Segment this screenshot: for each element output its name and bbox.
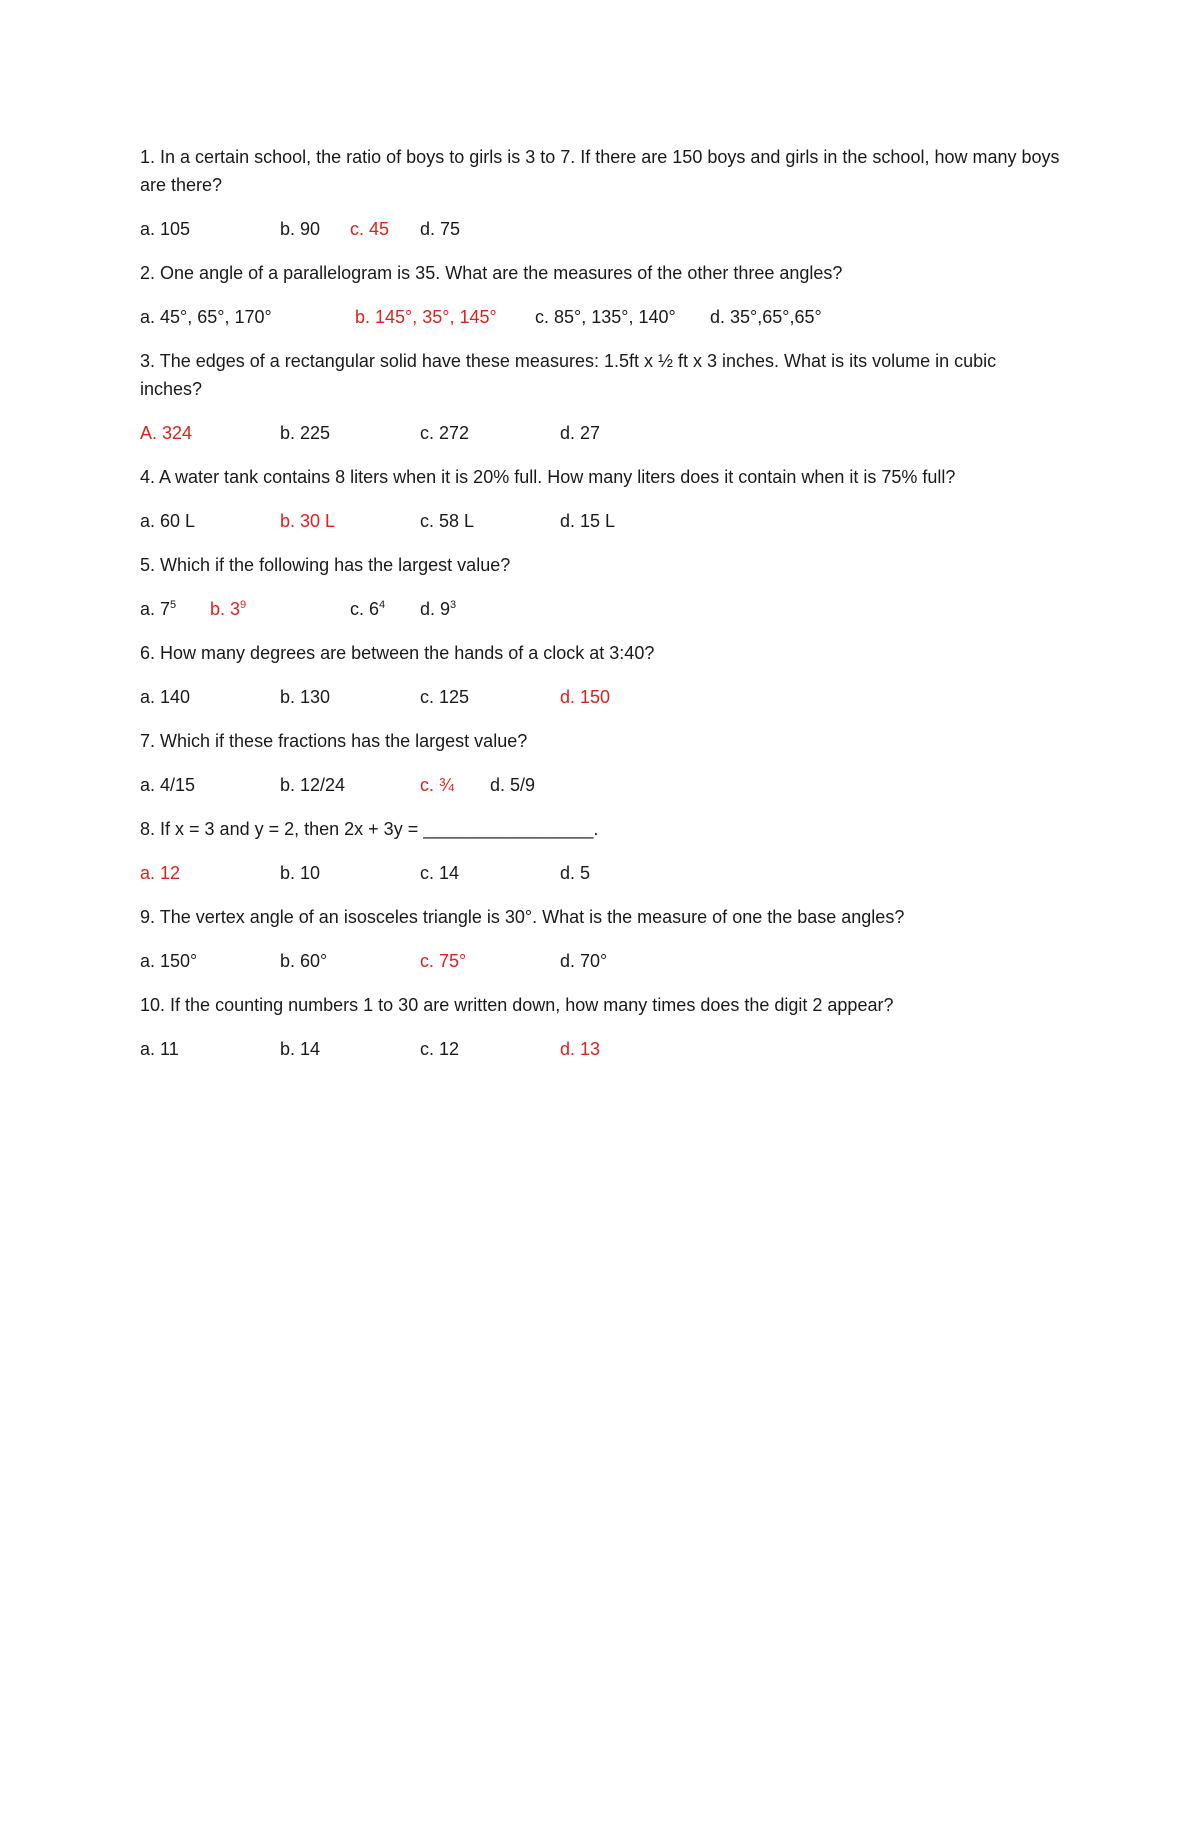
quiz-content [140,143,1060,1079]
answer-option-correct [350,215,420,243]
question-text: The edges of a rectangular solid have these measures: 1.5ft x ½ ft x 3 inches. What is its volume in cubic inches? [140,351,997,399]
answer-option [280,859,420,887]
answer-option [140,215,280,243]
option-label: a. 7 [140,599,171,619]
option-label: A. 324 [140,423,193,443]
question-number: 5 [140,555,151,575]
option-label: d. 5 [560,863,591,883]
question-3: 3. The edges of a rectangular solid have these measures: 1.5ft x ½ ft x 3 inches. What is its volume in cubic inches? [140,351,997,399]
answer-option [560,947,700,975]
answer-option [350,595,420,623]
answer-option [420,507,560,535]
answer-option [420,1035,560,1063]
answer-options-9 [140,947,1060,975]
option-label: a. 4/15 [140,775,196,795]
answer-option [420,419,560,447]
answer-options-7 [140,771,1060,799]
question-text: In a certain school, the ratio of boys to girls is 3 to 7. If there are 150 boys and girls in the school, how many boys are there? [140,147,1060,195]
answer-option [140,771,280,799]
option-label: b. 3 [210,599,241,619]
answer-option-correct [420,947,560,975]
option-label: a. 45°, 65°, 170° [140,307,272,327]
answer-option [280,771,420,799]
answer-option-correct [140,419,280,447]
option-exponent: 4 [379,599,386,611]
question-number: 6 [140,643,151,663]
option-label: b. 225 [280,423,331,443]
option-exponent: 5 [170,599,177,611]
answer-options-6 [140,683,1060,711]
answer-option [280,1035,420,1063]
question-text: How many degrees are between the hands of a clock at 3:40? [160,643,655,663]
answer-option [280,419,420,447]
answer-options-5 [140,595,1060,623]
answer-option [490,771,630,799]
option-label: d. 35°,65°,65° [710,307,822,327]
answer-option-correct [210,595,350,623]
question-number: 9 [140,907,151,927]
answer-option [140,303,355,331]
answer-option-correct [280,507,420,535]
question-text: If x = 3 and y = 2, then 2x + 3y = _________________. [160,819,599,839]
option-label: c. ¾ [420,775,455,795]
question-number: 8 [140,819,151,839]
answer-options-3 [140,419,1060,447]
option-label: d. 9 [420,599,451,619]
option-label: d. 27 [560,423,601,443]
answer-options-10 [140,1035,1060,1063]
option-label: d. 150 [560,687,611,707]
option-label: b. 130 [280,687,331,707]
question-5: 5. Which if the following has the largest value? [140,555,511,575]
option-label: c. 45 [350,219,390,239]
option-label: a. 105 [140,219,191,239]
answer-option [420,859,560,887]
question-number: 4 [140,467,151,487]
option-label: c. 85°, 135°, 140° [535,307,676,327]
question-8: 8. If x = 3 and y = 2, then 2x + 3y = _________________. [140,819,599,839]
answer-option [140,683,280,711]
question-text: Which if these fractions has the largest value? [160,731,528,751]
option-label: a. 12 [140,863,181,883]
question-text: One angle of a parallelogram is 35. What are the measures of the other three angles? [160,263,843,283]
question-number: 3 [140,351,151,371]
answer-option-correct [560,1035,700,1063]
answer-option [560,419,700,447]
option-label: a. 11 [140,1039,179,1059]
answer-option [420,683,560,711]
question-number: 7 [140,731,151,751]
option-label: c. 6 [350,599,380,619]
answer-option [280,947,420,975]
option-label: b. 90 [280,219,321,239]
question-6: 6. How many degrees are between the hands of a clock at 3:40? [140,643,655,663]
answer-option [140,507,280,535]
answer-option [560,507,700,535]
option-label: b. 30 L [280,511,336,531]
question-2: 2. One angle of a parallelogram is 35. What are the measures of the other three angles? [140,263,843,283]
answer-options-2 [140,303,1060,331]
option-label: b. 10 [280,863,321,883]
answer-option [140,1035,280,1063]
option-label: d. 75 [420,219,461,239]
answer-option [280,683,420,711]
option-label: b. 145°, 35°, 145° [355,307,497,327]
option-label: d. 13 [560,1039,601,1059]
answer-option [280,215,350,243]
answer-option [140,595,210,623]
answer-options-4 [140,507,1060,535]
question-4: 4. A water tank contains 8 liters when it is 20% full. How many liters does it contain when it is 75% full? [140,467,956,487]
option-label: a. 60 L [140,511,196,531]
answer-option [420,595,500,623]
answer-option [140,947,280,975]
question-10: 10. If the counting numbers 1 to 30 are written down, how many times does the digit 2 appear? [140,995,894,1015]
question-7: 7. Which if these fractions has the largest value? [140,731,528,751]
question-text: The vertex angle of an isosceles triangle is 30°. What is the measure of one the base angles? [159,907,905,927]
option-label: d. 15 L [560,511,616,531]
question-9: 9. The vertex angle of an isosceles triangle is 30°. What is the measure of one the base angles? [140,907,905,927]
question-number: 1 [140,147,151,167]
answer-options-8 [140,859,1060,887]
option-exponent: 9 [240,599,247,611]
option-label: d. 70° [560,951,608,971]
answer-option-correct [560,683,700,711]
question-text: If the counting numbers 1 to 30 are written down, how many times does the digit 2 appear? [170,995,894,1015]
question-number: 10 [140,995,161,1015]
option-label: a. 140 [140,687,191,707]
answer-option [710,303,870,331]
answer-option [560,859,700,887]
answer-option [535,303,710,331]
option-label: b. 12/24 [280,775,346,795]
option-label: c. 125 [420,687,470,707]
question-text: A water tank contains 8 liters when it is 20% full. How many liters does it contain when it is 75% full? [159,467,956,487]
option-label: c. 75° [420,951,467,971]
option-label: a. 150° [140,951,198,971]
option-label: c. 272 [420,423,470,443]
option-label: c. 14 [420,863,460,883]
option-label: d. 5/9 [490,775,536,795]
answer-options-1 [140,215,1060,243]
answer-option-correct [420,771,490,799]
question-1: 1. In a certain school, the ratio of boys to girls is 3 to 7. If there are 150 boys and girls in the school, how many boys are there? [140,147,1060,195]
question-text: Which if the following has the largest value? [160,555,511,575]
option-label: b. 14 [280,1039,321,1059]
option-label: c. 12 [420,1039,460,1059]
option-exponent: 3 [450,599,457,611]
answer-option-correct [355,303,535,331]
answer-option-correct [140,859,280,887]
answer-option [420,215,500,243]
question-number: 2 [140,263,151,283]
option-label: c. 58 L [420,511,475,531]
option-label: b. 60° [280,951,328,971]
